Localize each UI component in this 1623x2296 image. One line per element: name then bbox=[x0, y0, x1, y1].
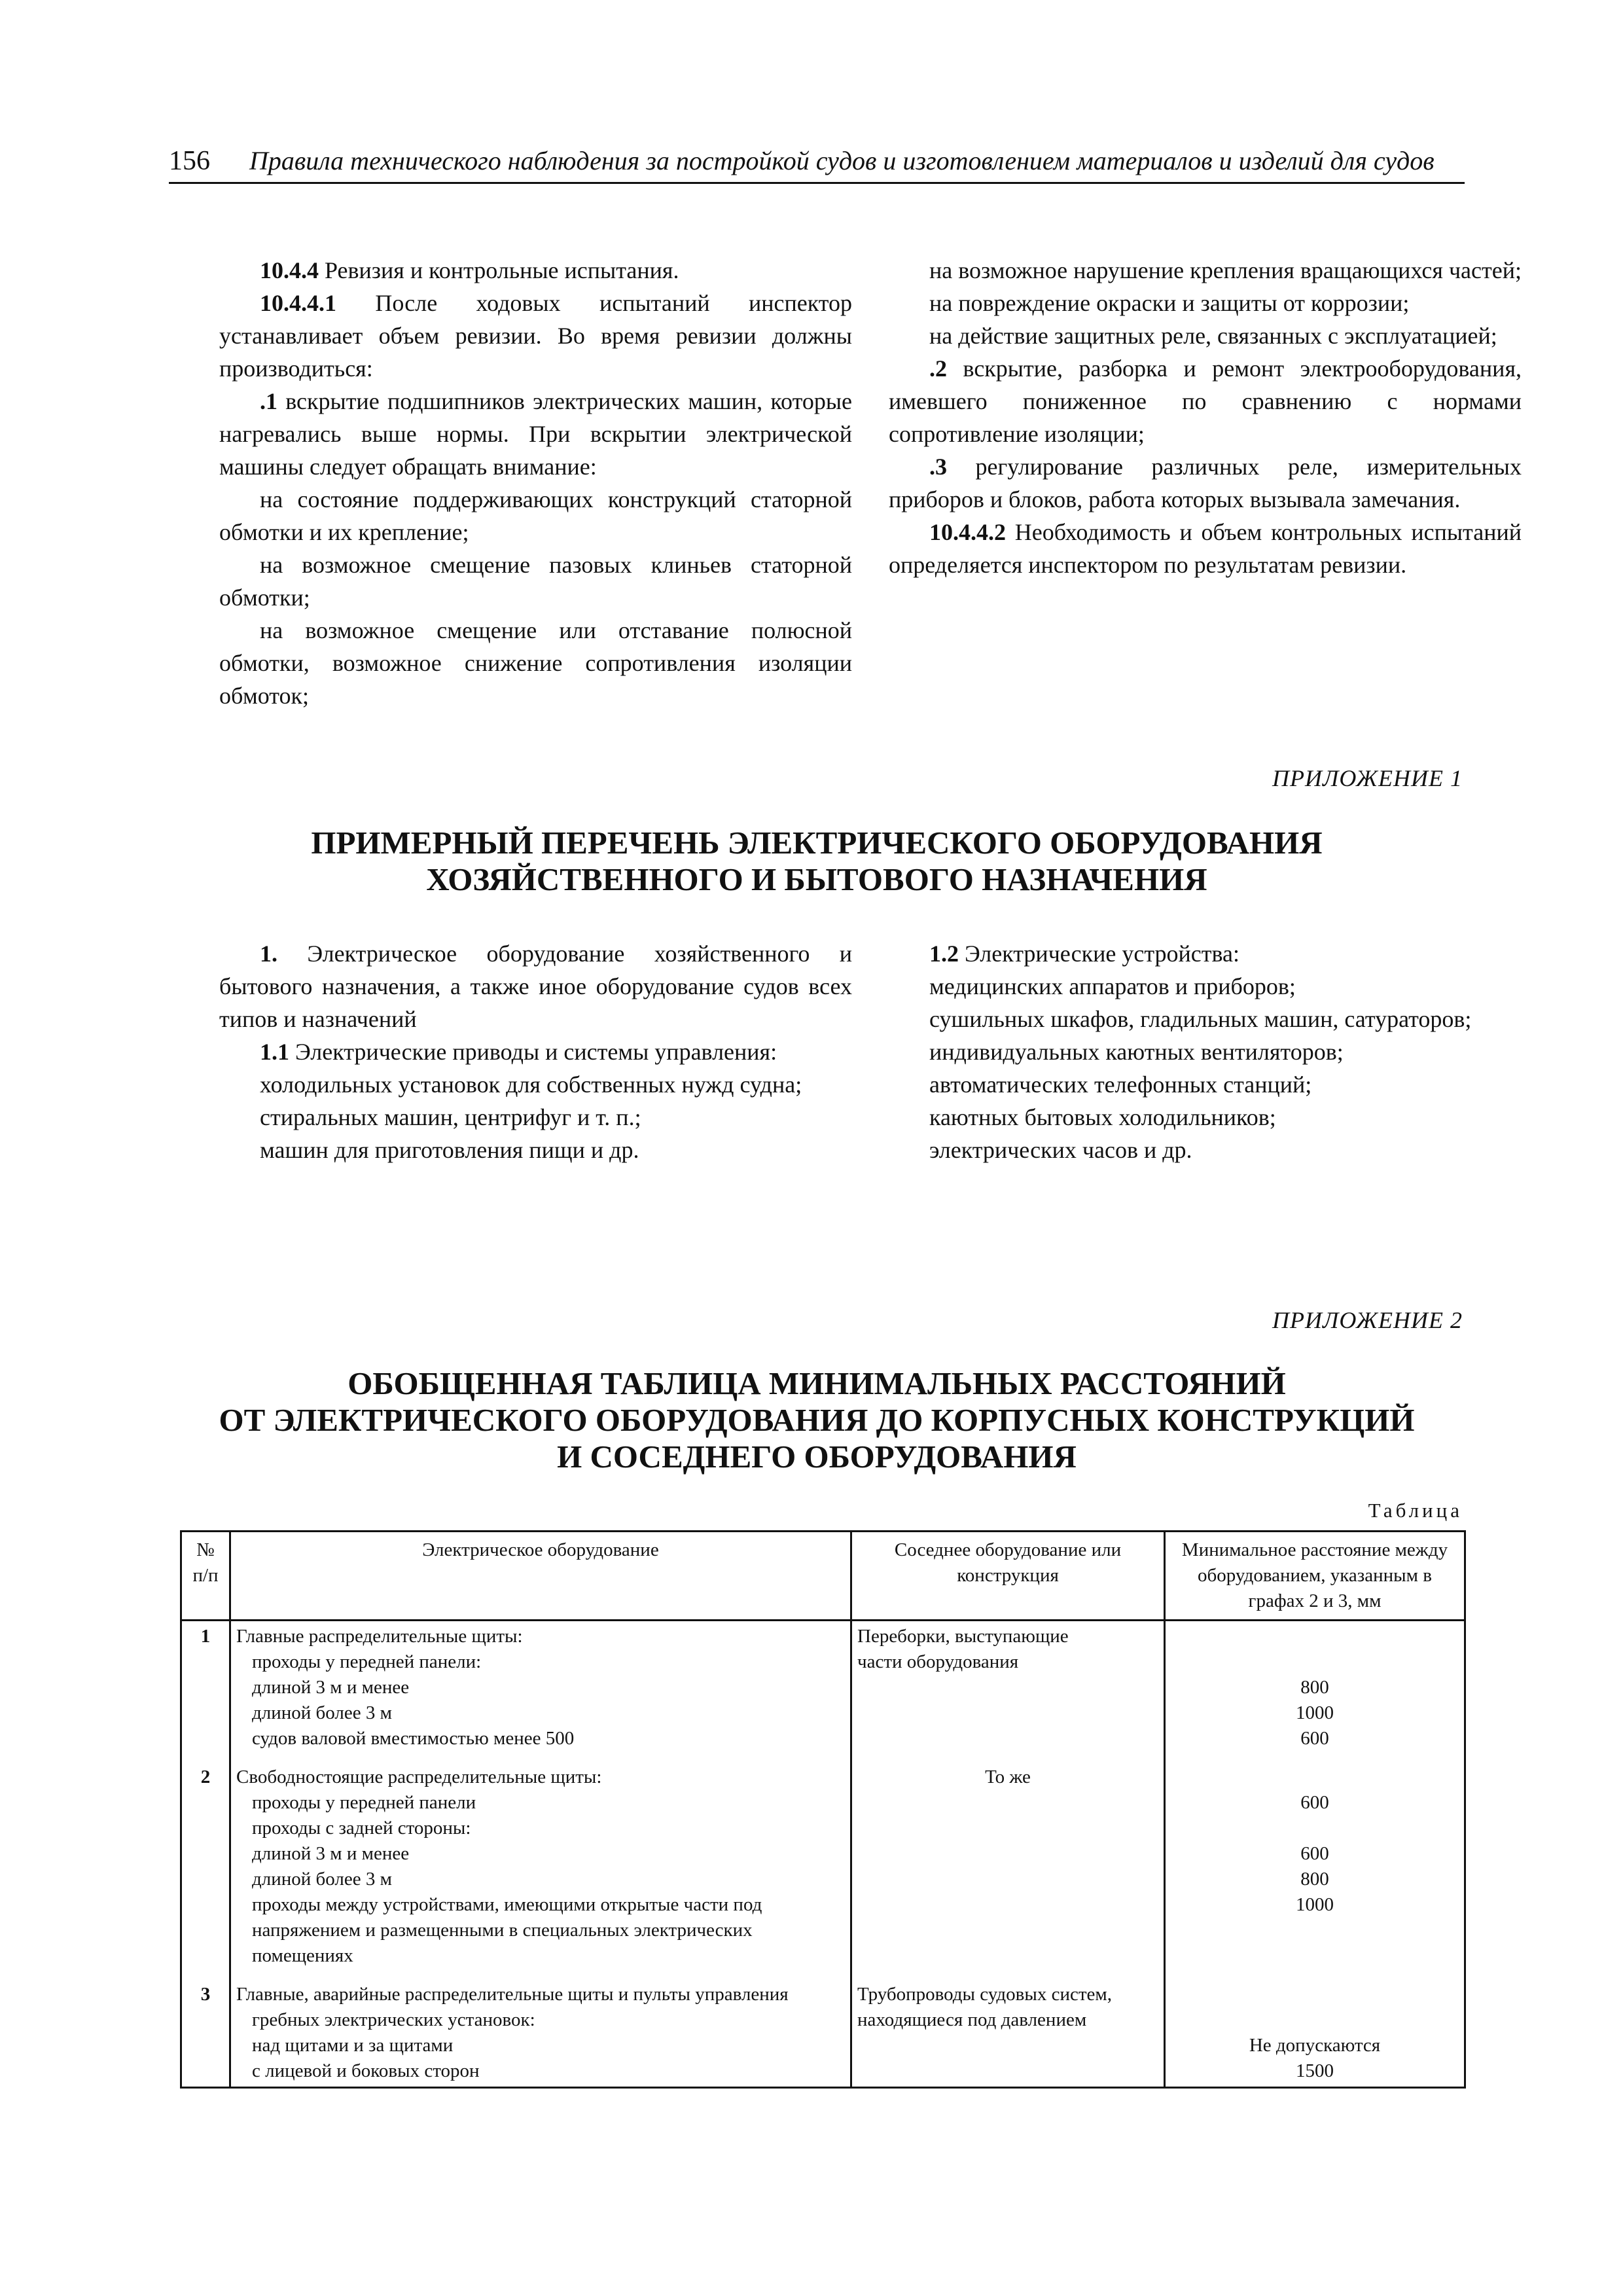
equipment-line: помещениях bbox=[252, 1945, 353, 1966]
appendix-1-label: ПРИЛОЖЕНИЕ 1 bbox=[1272, 765, 1463, 791]
appendix-1-paragraph bbox=[889, 1003, 1522, 1035]
neighbor-line: находящиеся под давлением bbox=[857, 2009, 1087, 2030]
section-paragraph-text: регулирование различных реле, измерительных приборов и блоков, работа которых вызывала замечания. bbox=[889, 454, 1522, 512]
section-paragraph bbox=[889, 287, 1522, 319]
appendix-1-paragraph-text: электрических часов и др. bbox=[929, 1137, 1192, 1163]
row-number: 3 bbox=[181, 1971, 230, 2088]
distance-value: 1000 bbox=[1296, 1894, 1334, 1915]
section-paragraph-number: .1 bbox=[260, 388, 277, 414]
section-paragraph bbox=[219, 287, 852, 385]
appendix-1-paragraph-text: медицинских аппаратов и приборов; bbox=[929, 973, 1296, 999]
appendix-1-paragraph-text: Электрическое оборудование хозяйственного и бытового назначения, а также иное оборудование судов всех типов и назначений bbox=[219, 941, 852, 1032]
appendix-1-paragraph bbox=[889, 1134, 1522, 1166]
equipment-line: проходы между устройствами, имеющими открытые части под bbox=[252, 1894, 762, 1915]
section-paragraph bbox=[889, 352, 1522, 450]
distance-value bbox=[1171, 1765, 1459, 1790]
equipment-line: Главные, аварийные распределительные щиты и пульты управления bbox=[236, 1984, 789, 2005]
neighbor-cell bbox=[851, 1621, 1165, 1755]
equipment-cell bbox=[230, 1971, 851, 2088]
appendix-1-paragraph-text: Электрические приводы и системы управления: bbox=[289, 1039, 777, 1065]
appendix-2-title-line1: ОБОБЩЕННАЯ ТАБЛИЦА МИНИМАЛЬНЫХ РАССТОЯНИЙ bbox=[348, 1365, 1286, 1401]
row-number: 2 bbox=[181, 1754, 230, 1971]
distance-value bbox=[1171, 2007, 1459, 2033]
appendix-1-paragraph bbox=[219, 1068, 852, 1101]
section-paragraph bbox=[889, 516, 1522, 581]
distance-value: 600 bbox=[1300, 1728, 1329, 1749]
section-paragraph bbox=[889, 319, 1522, 352]
appendix-1-title-line1: ПРИМЕРНЫЙ ПЕРЕЧЕНЬ ЭЛЕКТРИЧЕСКОГО ОБОРУДОВАНИЯ bbox=[311, 825, 1323, 861]
equipment-line: длиной 3 м и менее bbox=[252, 1843, 410, 1864]
appendix-1-paragraph-number: 1.2 bbox=[929, 941, 959, 967]
table-row bbox=[181, 1621, 1465, 1755]
distance-cell bbox=[1165, 1971, 1465, 2088]
distance-cell bbox=[1165, 1621, 1465, 1755]
section-paragraph-text: Ревизия и контрольные испытания. bbox=[319, 257, 679, 283]
neighbor-line: части оборудования bbox=[857, 1651, 1019, 1672]
neighbor-line: То же bbox=[985, 1767, 1031, 1787]
section-paragraph bbox=[219, 614, 852, 712]
appendix-1-paragraph bbox=[219, 1134, 852, 1166]
section-right-column bbox=[889, 254, 1522, 712]
section-paragraph bbox=[219, 254, 852, 287]
section-paragraph bbox=[889, 254, 1522, 287]
distance-value: 1500 bbox=[1296, 2060, 1334, 2081]
section-paragraph bbox=[889, 450, 1522, 516]
appendix-1-body bbox=[219, 937, 1522, 1166]
appendix-1-paragraph bbox=[889, 970, 1522, 1003]
appendix-2-title bbox=[169, 1365, 1465, 1475]
neighbor-cell bbox=[851, 1754, 1165, 1971]
section-paragraph bbox=[219, 548, 852, 614]
distance-value bbox=[1171, 1624, 1459, 1649]
section-paragraph-text: на возможное нарушение крепления вращающихся частей; bbox=[929, 257, 1522, 283]
equipment-line: напряжением и размещенными в специальных электрических bbox=[252, 1920, 753, 1941]
table-header-row bbox=[181, 1532, 1465, 1621]
appendix-1-paragraph bbox=[889, 1068, 1522, 1101]
header-num: № п/п bbox=[181, 1532, 230, 1621]
distance-value bbox=[1171, 1649, 1459, 1675]
equipment-line: проходы у передней панели: bbox=[252, 1651, 482, 1672]
section-paragraph-text: Необходимость и объем контрольных испытаний определяется инспектором по результатам ревизии. bbox=[889, 519, 1522, 578]
distance-value: Не допускаются bbox=[1249, 2035, 1381, 2056]
appendix-1-paragraph bbox=[219, 1035, 852, 1068]
appendix-1-paragraph-text: холодильных установок для собственных нужд судна; bbox=[260, 1071, 802, 1098]
appendix-1-paragraph bbox=[219, 937, 852, 1035]
equipment-line: проходы с задней стороны: bbox=[252, 1818, 471, 1839]
neighbor-cell bbox=[851, 1971, 1165, 2088]
distance-value: 600 bbox=[1300, 1792, 1329, 1813]
equipment-line: Главные распределительные щиты: bbox=[236, 1626, 523, 1647]
appendix-2-title-line3: И СОСЕДНЕГО ОБОРУДОВАНИЯ bbox=[557, 1439, 1077, 1475]
equipment-cell bbox=[230, 1621, 851, 1755]
appendix-1-paragraph-text: индивидуальных каютных вентиляторов; bbox=[929, 1039, 1344, 1065]
header-equipment: Электрическое оборудование bbox=[230, 1532, 851, 1621]
appendix-1-paragraph bbox=[889, 937, 1522, 970]
appendix-1-paragraph-text: Электрические устройства: bbox=[959, 941, 1240, 967]
appendix-1-paragraph-number: 1.1 bbox=[260, 1039, 289, 1065]
appendix-1-paragraph bbox=[889, 1101, 1522, 1134]
appendix-1-paragraph bbox=[889, 1035, 1522, 1068]
appendix-1-paragraph-text: каютных бытовых холодильников; bbox=[929, 1104, 1276, 1130]
distance-value bbox=[1171, 1943, 1459, 1969]
section-left-column bbox=[219, 254, 852, 712]
neighbor-line: Переборки, выступающие bbox=[857, 1626, 1069, 1647]
table-body bbox=[181, 1621, 1465, 2088]
section-paragraph bbox=[219, 483, 852, 548]
distance-value: 600 bbox=[1300, 1843, 1329, 1864]
appendix-1-left-column bbox=[219, 937, 852, 1166]
header-distance: Минимальное расстояние между оборудованием, указанным в графах 2 и 3, мм bbox=[1165, 1532, 1465, 1621]
section-paragraph-number: .2 bbox=[929, 355, 947, 382]
table-caption: Таблица bbox=[1368, 1499, 1463, 1522]
neighbor-line: Трубопроводы судовых систем, bbox=[857, 1984, 1113, 2005]
appendix-1-paragraph-text: автоматических телефонных станций; bbox=[929, 1071, 1312, 1098]
section-paragraph-number: 10.4.4.1 bbox=[260, 290, 336, 316]
section-paragraph-text: вскрытие, разборка и ремонт электрооборудования, имевшего пониженное по сравнению с нормами сопротивление изоляции; bbox=[889, 355, 1522, 447]
distance-cell bbox=[1165, 1754, 1465, 1971]
distance-value: 800 bbox=[1300, 1869, 1329, 1890]
appendix-1-paragraph-text: стиральных машин, центрифуг и т. п.; bbox=[260, 1104, 641, 1130]
section-paragraph-text: на состояние поддерживающих конструкций статорной обмотки и их крепление; bbox=[219, 486, 852, 545]
section-paragraph bbox=[219, 385, 852, 483]
appendix-1-right-column bbox=[889, 937, 1522, 1166]
appendix-2-title-line2: ОТ ЭЛЕКТРИЧЕСКОГО ОБОРУДОВАНИЯ ДО КОРПУСНЫХ КОНСТРУКЦИЙ bbox=[219, 1402, 1415, 1438]
appendix-1-paragraph bbox=[219, 1101, 852, 1134]
section-paragraph-number: 10.4.4.2 bbox=[929, 519, 1006, 545]
distance-value: 1000 bbox=[1296, 1702, 1334, 1723]
distance-value bbox=[1171, 1982, 1459, 2007]
running-title: Правила технического наблюдения за постройкой судов и изготовлением материалов и изделий для судов bbox=[249, 146, 1435, 175]
section-paragraph-number: .3 bbox=[929, 454, 947, 480]
appendix-1-title-line2: ХОЗЯЙСТВЕННОГО И БЫТОВОГО НАЗНАЧЕНИЯ bbox=[426, 861, 1207, 897]
equipment-line: проходы у передней панели bbox=[252, 1792, 476, 1813]
section-paragraph-text: После ходовых испытаний инспектор устанавливает объем ревизии. Во время ревизии должны производиться: bbox=[219, 290, 852, 382]
section-paragraph-text: на возможное смещение или отставание полюсной обмотки, возможное снижение сопротивления изоляции обмоток; bbox=[219, 617, 852, 709]
distance-value bbox=[1171, 1816, 1459, 1841]
equipment-line: длиной более 3 м bbox=[252, 1869, 392, 1890]
equipment-line: длиной более 3 м bbox=[252, 1702, 392, 1723]
table-row bbox=[181, 1754, 1465, 1971]
distances-table bbox=[180, 1530, 1466, 2089]
distance-value: 800 bbox=[1300, 1677, 1329, 1698]
header-rule bbox=[169, 182, 1465, 184]
appendix-1-paragraph-text: машин для приготовления пищи и др. bbox=[260, 1137, 639, 1163]
header-neighbor: Соседнее оборудование или конструкция bbox=[851, 1532, 1165, 1621]
equipment-line: Свободностоящие распределительные щиты: bbox=[236, 1767, 602, 1787]
appendix-1-paragraph-number: 1. bbox=[260, 941, 277, 967]
appendix-1-paragraph-text: сушильных шкафов, гладильных машин, сатураторов; bbox=[929, 1006, 1472, 1032]
running-header bbox=[169, 145, 1465, 177]
equipment-line: над щитами и за щитами bbox=[252, 2035, 454, 2056]
section-paragraph-number: 10.4.4 bbox=[260, 257, 319, 283]
section-paragraph-text: вскрытие подшипников электрических машин, которые нагревались выше нормы. При вскрытии электрической машины следует обращать внимание: bbox=[219, 388, 852, 480]
table-row bbox=[181, 1971, 1465, 2088]
distance-value bbox=[1171, 1918, 1459, 1943]
equipment-line: судов валовой вместимостью менее 500 bbox=[252, 1728, 575, 1749]
equipment-line: с лицевой и боковых сторон bbox=[252, 2060, 480, 2081]
equipment-line: гребных электрических установок: bbox=[252, 2009, 535, 2030]
section-paragraph-text: на действие защитных реле, связанных с эксплуатацией; bbox=[929, 323, 1497, 349]
page-number: 156 bbox=[169, 146, 210, 176]
equipment-line: длиной 3 м и менее bbox=[252, 1677, 410, 1698]
equipment-cell bbox=[230, 1754, 851, 1971]
section-paragraph-text: на повреждение окраски и защиты от коррозии; bbox=[929, 290, 1410, 316]
appendix-1-title bbox=[169, 825, 1465, 898]
section-paragraph-text: на возможное смещение пазовых клиньев статорной обмотки; bbox=[219, 552, 852, 611]
row-number: 1 bbox=[181, 1621, 230, 1755]
section-10-4-4 bbox=[219, 254, 1522, 712]
appendix-2-label: ПРИЛОЖЕНИЕ 2 bbox=[1272, 1307, 1463, 1333]
